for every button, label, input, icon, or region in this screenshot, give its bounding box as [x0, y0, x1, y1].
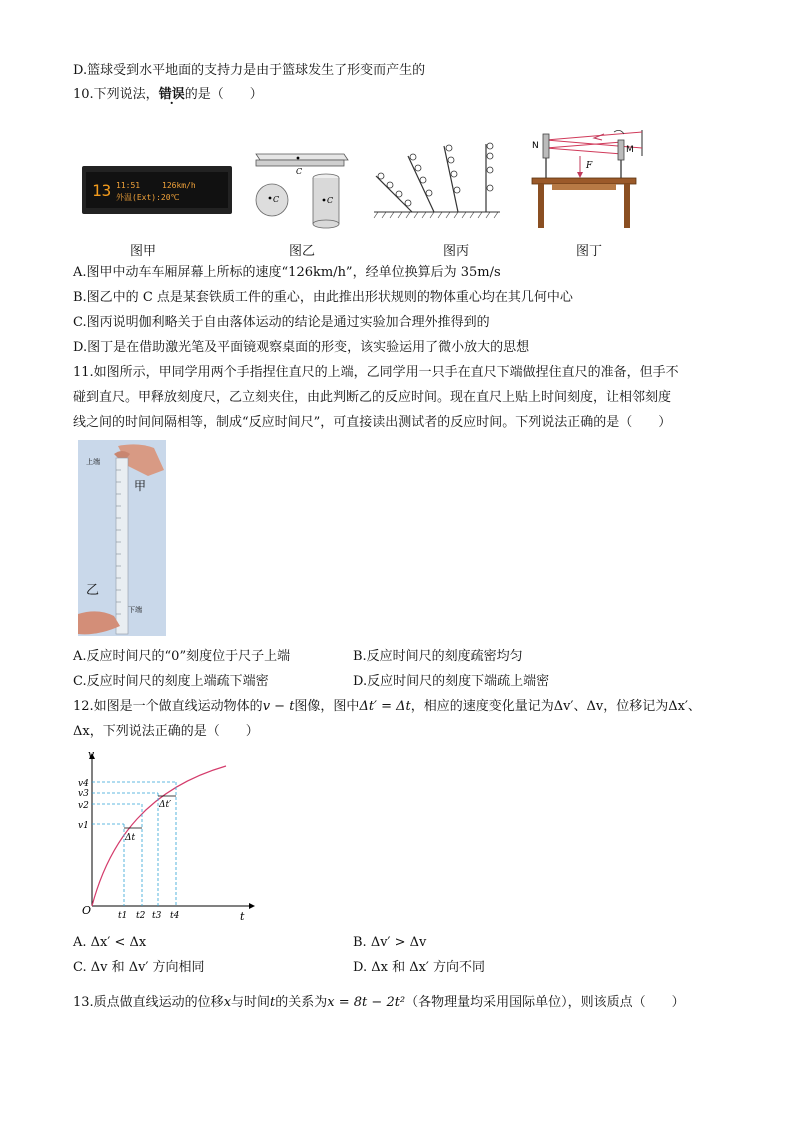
dt-label: Δt — [125, 833, 136, 843]
figure-yi — [252, 150, 352, 236]
vt-graph — [80, 748, 260, 927]
svg-text:乙: 乙 — [86, 583, 100, 598]
t4-label: t4 — [170, 911, 180, 921]
axis-v-label: v — [88, 748, 95, 761]
q11-option-a: A.反应时间尺的“0”刻度位于尺子上端 — [73, 649, 291, 664]
figure-bing — [372, 140, 502, 224]
q11-stem-2: 碰到直尺。甲释放刻度尺，乙立刻夹住，由此判断乙的反应时间。现在直尺上贴上时间刻度，让相邻刻度 — [73, 390, 672, 405]
caption-jia: 图甲 — [130, 244, 157, 259]
q12-stem-2: Δx，下列说法正确的是（ ） — [73, 724, 259, 739]
q12-option-b: B. Δv′ > Δv — [353, 935, 427, 950]
q9-option-d: D.篮球受到水平地面的支持力是由于篮球发生了形变而产生的 — [73, 63, 426, 78]
q11-option-b: B.反应时间尺的刻度疏密均匀 — [353, 649, 523, 664]
svg-text:下端: 下端 — [128, 606, 142, 614]
svg-text:外温(Ext):20℃: 外温(Ext):20℃ — [116, 193, 180, 202]
v2-label: v2 — [78, 801, 89, 811]
v3-label: v3 — [78, 789, 89, 799]
q12-option-c: C. Δv 和 Δv′ 方向相同 — [73, 960, 205, 975]
q10-option-c: C.图丙说明伽利略关于自由落体运动的结论是通过实验加合理外推得到的 — [73, 315, 490, 330]
caption-yi: 图乙 — [289, 244, 316, 259]
t1-label: t1 — [118, 911, 128, 921]
svg-text:甲: 甲 — [134, 479, 147, 493]
q10-option-d: D.图丁是在借助激光笔及平面镜观察桌面的形变，该实验运用了微小放大的思想 — [73, 340, 530, 355]
svg-text:126km/h: 126km/h — [162, 181, 196, 190]
q10-emphasis: 错误 — [158, 87, 185, 102]
figure-ding — [526, 126, 646, 236]
q10-option-b: B.图乙中的 C 点是某套铁质工件的重心，由此推出形状规则的物体重心均在其几何中心 — [73, 290, 573, 305]
q12-option-d: D. Δx 和 Δx′ 方向不同 — [353, 960, 486, 975]
q11-option-c: C.反应时间尺的刻度上端疏下端密 — [73, 674, 269, 689]
svg-text:C: C — [296, 167, 303, 176]
dt-prime-label: Δt′ — [159, 800, 172, 810]
v1-label: v1 — [78, 821, 89, 831]
origin-label: O — [82, 904, 92, 917]
caption-bing: 图丙 — [443, 244, 470, 259]
figure-jia — [82, 166, 232, 218]
t2-label: t2 — [136, 911, 146, 921]
svg-text:M: M — [626, 145, 634, 155]
caption-ding: 图丁 — [576, 244, 603, 259]
svg-text:C: C — [327, 196, 334, 205]
svg-text:C: C — [273, 195, 280, 204]
v4-label: v4 — [78, 779, 89, 789]
q10-option-a: A.图甲中动车车厢屏幕上所标的速度“126km/h”，经单位换算后为 35m/s — [73, 265, 501, 280]
q11-stem-1: 11.如图所示，甲同学用两个手指捏住直尺的上端，乙同学用一只手在直尺下端做捏住直尺的准备，但手不 — [73, 365, 679, 380]
ruler-photo — [78, 440, 166, 640]
svg-text:F: F — [586, 161, 593, 171]
svg-text:11:51: 11:51 — [116, 181, 141, 190]
q10-stem: 10.下列说法，错误的是（ ） — [73, 87, 263, 102]
t3-label: t3 — [152, 911, 162, 921]
svg-text:13: 13 — [92, 181, 112, 200]
q11-stem-3: 线之间的时间间隔相等，制成“反应时间尺”，可直接读出测试者的反应时间。下列说法正确的是（ ） — [73, 415, 672, 430]
axis-t-label: t — [240, 910, 245, 923]
svg-text:N: N — [532, 141, 539, 151]
q11-option-d: D.反应时间尺的刻度下端疏上端密 — [353, 674, 550, 689]
q12-stem-1: 12.如图是一个做直线运动物体的v − t图像，图中Δt′ = Δt，相应的速度变化量记为Δv′、Δv，位移记为Δx′、 — [73, 699, 701, 714]
q13-stem: 13.质点做直线运动的位移x与时间t的关系为x = 8t − 2t²（各物理量均采用国际单位），则该质点（ ） — [73, 995, 685, 1010]
q12-option-a: A. Δx′ < Δx — [73, 935, 147, 950]
svg-text:上端: 上端 — [86, 458, 100, 466]
